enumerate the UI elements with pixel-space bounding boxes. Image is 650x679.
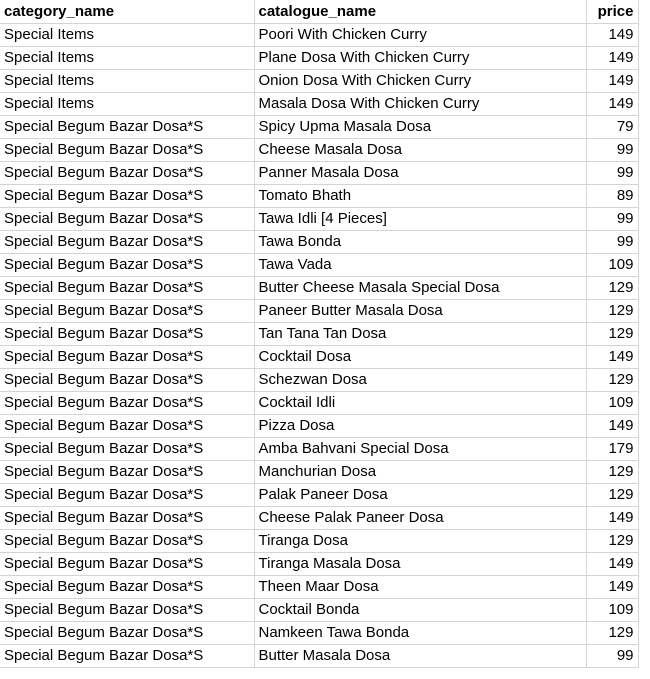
column-header-catalogue-name[interactable]: catalogue_name — [254, 0, 586, 24]
price-cell[interactable]: 109 — [586, 254, 638, 277]
price-cell[interactable]: 149 — [586, 93, 638, 116]
catalogue-cell[interactable]: Palak Paneer Dosa — [254, 484, 586, 507]
category-cell[interactable]: Special Begum Bazar Dosa*S — [0, 116, 254, 139]
table-row — [0, 599, 638, 622]
catalogue-cell[interactable]: Paneer Butter Masala Dosa — [254, 300, 586, 323]
category-cell[interactable]: Special Items — [0, 93, 254, 116]
table-row — [0, 392, 638, 415]
table-row — [0, 438, 638, 461]
table-header — [0, 0, 638, 24]
category-cell[interactable]: Special Begum Bazar Dosa*S — [0, 162, 254, 185]
price-cell[interactable]: 99 — [586, 208, 638, 231]
price-cell[interactable]: 99 — [586, 162, 638, 185]
category-cell[interactable]: Special Begum Bazar Dosa*S — [0, 645, 254, 668]
catalogue-cell[interactable]: Cocktail Dosa — [254, 346, 586, 369]
category-cell[interactable]: Special Begum Bazar Dosa*S — [0, 507, 254, 530]
category-cell[interactable]: Special Begum Bazar Dosa*S — [0, 484, 254, 507]
catalogue-cell[interactable]: Cheese Masala Dosa — [254, 139, 586, 162]
price-cell[interactable]: 149 — [586, 576, 638, 599]
table-row — [0, 415, 638, 438]
table-row — [0, 139, 638, 162]
table-row — [0, 162, 638, 185]
table-row — [0, 116, 638, 139]
catalogue-cell[interactable]: Spicy Upma Masala Dosa — [254, 116, 586, 139]
price-cell[interactable]: 149 — [586, 553, 638, 576]
catalogue-cell[interactable]: Poori With Chicken Curry — [254, 24, 586, 47]
category-cell[interactable]: Special Begum Bazar Dosa*S — [0, 139, 254, 162]
catalogue-cell[interactable]: Tawa Idli [4 Pieces] — [254, 208, 586, 231]
catalogue-cell[interactable]: Cocktail Bonda — [254, 599, 586, 622]
price-cell[interactable]: 129 — [586, 530, 638, 553]
header-row — [0, 0, 638, 24]
category-cell[interactable]: Special Begum Bazar Dosa*S — [0, 438, 254, 461]
price-cell[interactable]: 99 — [586, 231, 638, 254]
category-cell[interactable]: Special Begum Bazar Dosa*S — [0, 461, 254, 484]
table-row — [0, 277, 638, 300]
catalogue-cell[interactable]: Plane Dosa With Chicken Curry — [254, 47, 586, 70]
table-row — [0, 185, 638, 208]
table-row — [0, 645, 638, 668]
category-cell[interactable]: Special Items — [0, 24, 254, 47]
price-cell[interactable]: 109 — [586, 392, 638, 415]
price-cell[interactable]: 179 — [586, 438, 638, 461]
price-cell[interactable]: 109 — [586, 599, 638, 622]
table-row — [0, 208, 638, 231]
catalogue-cell[interactable]: Tan Tana Tan Dosa — [254, 323, 586, 346]
table-row — [0, 461, 638, 484]
catalogue-cell[interactable]: Butter Masala Dosa — [254, 645, 586, 668]
table-row — [0, 231, 638, 254]
price-cell[interactable]: 129 — [586, 369, 638, 392]
table-body — [0, 24, 638, 668]
price-cell[interactable]: 129 — [586, 323, 638, 346]
category-cell[interactable]: Special Begum Bazar Dosa*S — [0, 254, 254, 277]
price-cell[interactable]: 129 — [586, 484, 638, 507]
catalogue-cell[interactable]: Manchurian Dosa — [254, 461, 586, 484]
catalogue-cell[interactable]: Tomato Bhath — [254, 185, 586, 208]
table-row — [0, 346, 638, 369]
table-row — [0, 254, 638, 277]
catalogue-cell[interactable]: Cocktail Idli — [254, 392, 586, 415]
table-row — [0, 484, 638, 507]
category-cell[interactable]: Special Begum Bazar Dosa*S — [0, 369, 254, 392]
category-cell[interactable]: Special Begum Bazar Dosa*S — [0, 415, 254, 438]
category-cell[interactable]: Special Begum Bazar Dosa*S — [0, 277, 254, 300]
price-cell[interactable]: 129 — [586, 461, 638, 484]
price-cell[interactable]: 129 — [586, 277, 638, 300]
catalogue-cell[interactable]: Tiranga Masala Dosa — [254, 553, 586, 576]
table-row — [0, 369, 638, 392]
catalogue-cell[interactable]: Amba Bahvani Special Dosa — [254, 438, 586, 461]
catalogue-cell[interactable]: Tawa Vada — [254, 254, 586, 277]
category-cell[interactable]: Special Begum Bazar Dosa*S — [0, 185, 254, 208]
category-cell[interactable]: Special Items — [0, 47, 254, 70]
catalogue-cell[interactable]: Namkeen Tawa Bonda — [254, 622, 586, 645]
catalogue-cell[interactable]: Tawa Bonda — [254, 231, 586, 254]
price-cell[interactable]: 149 — [586, 47, 638, 70]
price-cell[interactable]: 99 — [586, 645, 638, 668]
catalogue-cell[interactable]: Onion Dosa With Chicken Curry — [254, 70, 586, 93]
price-cell[interactable]: 149 — [586, 415, 638, 438]
category-cell[interactable]: Special Begum Bazar Dosa*S — [0, 323, 254, 346]
category-cell[interactable]: Special Begum Bazar Dosa*S — [0, 392, 254, 415]
catalogue-cell[interactable]: Panner Masala Dosa — [254, 162, 586, 185]
price-cell[interactable]: 79 — [586, 116, 638, 139]
price-cell[interactable]: 149 — [586, 70, 638, 93]
table-row — [0, 93, 638, 116]
price-cell[interactable]: 149 — [586, 24, 638, 47]
catalogue-cell[interactable]: Tiranga Dosa — [254, 530, 586, 553]
price-cell[interactable]: 149 — [586, 346, 638, 369]
category-cell[interactable]: Special Begum Bazar Dosa*S — [0, 231, 254, 254]
category-cell[interactable]: Special Begum Bazar Dosa*S — [0, 530, 254, 553]
category-cell[interactable]: Special Begum Bazar Dosa*S — [0, 346, 254, 369]
category-cell[interactable]: Special Begum Bazar Dosa*S — [0, 208, 254, 231]
column-header-category-name[interactable]: category_name — [0, 0, 254, 24]
catalogue-cell[interactable]: Butter Cheese Masala Special Dosa — [254, 277, 586, 300]
table-row — [0, 622, 638, 645]
category-cell[interactable]: Special Items — [0, 70, 254, 93]
price-cell[interactable]: 99 — [586, 139, 638, 162]
table-row — [0, 300, 638, 323]
column-header-price[interactable]: price — [586, 0, 638, 24]
table-row — [0, 24, 638, 47]
catalogue-cell[interactable]: Cheese Palak Paneer Dosa — [254, 507, 586, 530]
catalogue-cell[interactable]: Pizza Dosa — [254, 415, 586, 438]
price-cell[interactable]: 129 — [586, 622, 638, 645]
category-cell[interactable]: Special Begum Bazar Dosa*S — [0, 622, 254, 645]
catalogue-cell[interactable]: Schezwan Dosa — [254, 369, 586, 392]
category-cell[interactable]: Special Begum Bazar Dosa*S — [0, 576, 254, 599]
catalogue-cell[interactable]: Theen Maar Dosa — [254, 576, 586, 599]
table-row — [0, 323, 638, 346]
table-row — [0, 530, 638, 553]
table-row — [0, 70, 638, 93]
price-cell[interactable]: 89 — [586, 185, 638, 208]
table-row — [0, 553, 638, 576]
table-row — [0, 507, 638, 530]
price-cell[interactable]: 129 — [586, 300, 638, 323]
table-row — [0, 576, 638, 599]
price-cell[interactable]: 149 — [586, 507, 638, 530]
table-row — [0, 47, 638, 70]
category-cell[interactable]: Special Begum Bazar Dosa*S — [0, 553, 254, 576]
category-cell[interactable]: Special Begum Bazar Dosa*S — [0, 300, 254, 323]
category-cell[interactable]: Special Begum Bazar Dosa*S — [0, 599, 254, 622]
catalogue-cell[interactable]: Masala Dosa With Chicken Curry — [254, 93, 586, 116]
